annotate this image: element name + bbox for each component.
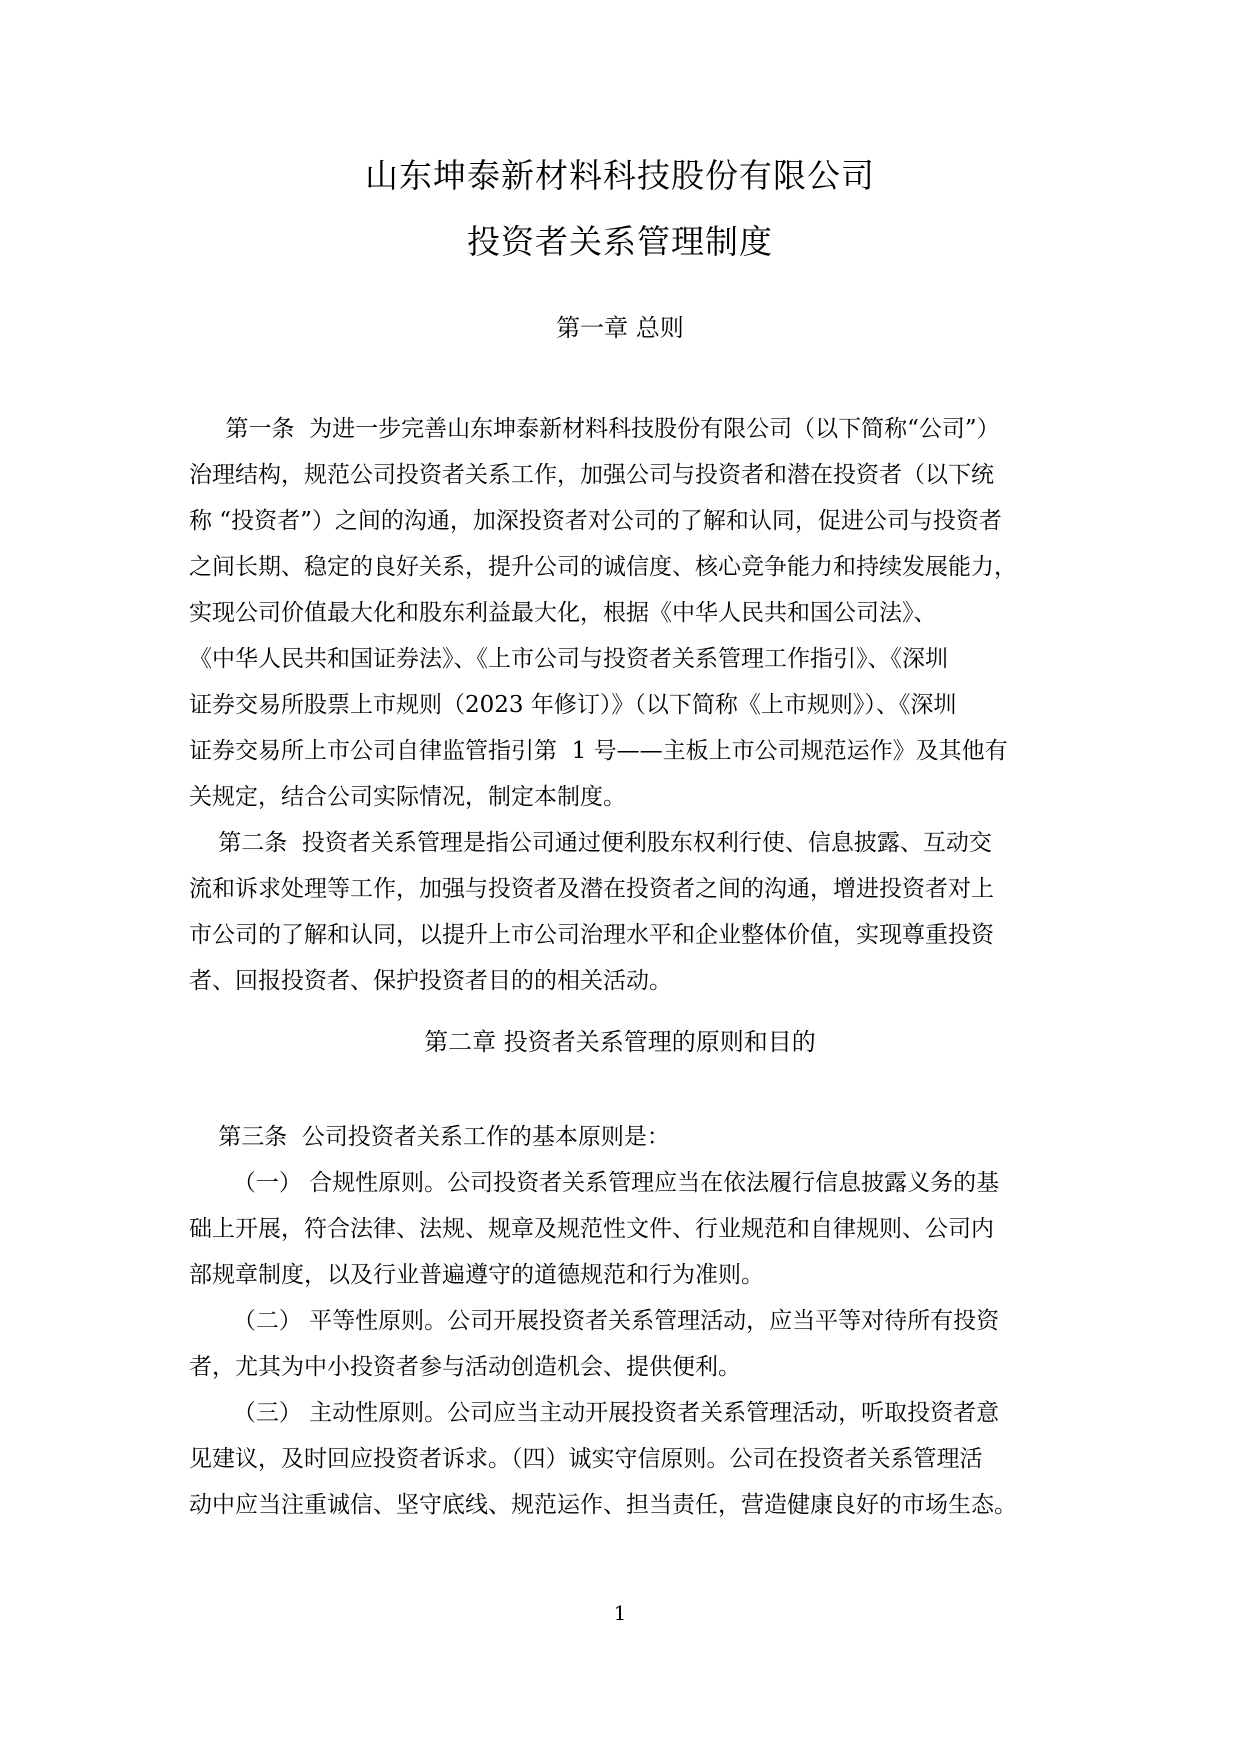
paragraph-line: 治理结构，规范公司投资者关系工作，加强公司与投资者和潜在投资者（以下统 <box>189 462 994 488</box>
paragraph-line: 之间长期、稳定的良好关系，提升公司的诚信度、核心竞争能力和持续发展能力， <box>189 554 1017 580</box>
paragraph-line: 础上开展，符合法律、法规、规章及规范性文件、行业规范和自律规则、公司内 <box>189 1216 994 1242</box>
page-number: 1 <box>613 1601 627 1625</box>
chapter-heading-2: 第二章 投资者关系管理的原则和目的 <box>424 1028 816 1056</box>
paragraph-line: 称 “投资者”）之间的沟通，加深投资者对公司的了解和认同，促进公司与投资者 <box>189 508 1002 534</box>
paragraph-line: 关规定，结合公司实际情况，制定本制度。 <box>189 784 626 810</box>
paragraph-line: 《中华人民共和国证券法》、《上市公司与投资者关系管理工作指引》、《深圳 <box>189 646 948 672</box>
paragraph-line: 第二条 投资者关系管理是指公司通过便利股东权利行使、信息披露、互动交 <box>189 830 992 856</box>
paragraph-line: 动中应当注重诚信、坚守底线、规范运作、担当责任，营造健康良好的市场生态。 <box>189 1492 1017 1518</box>
paragraph-line: 第一条 为进一步完善山东坤泰新材料科技股份有限公司（以下简称“公司”） <box>189 416 1000 442</box>
paragraph-line: 第三条 公司投资者关系工作的基本原则是： <box>189 1124 670 1150</box>
paragraph-line: （一） 合规性原则。公司投资者关系管理应当在依法履行信息披露义务的基 <box>189 1170 1000 1196</box>
paragraph-line: （三） 主动性原则。公司应当主动开展投资者关系管理活动，听取投资者意 <box>189 1400 1000 1426</box>
paragraph-line: 实现公司价值最大化和股东利益最大化，根据《中华人民共和国公司法》、 <box>189 600 937 626</box>
paragraph-line: 见建议，及时回应投资者诉求。（四）诚实守信原则。公司在投资者关系管理活 <box>189 1446 983 1472</box>
paragraph-line: （二） 平等性原则。公司开展投资者关系管理活动，应当平等对待所有投资 <box>189 1308 1000 1334</box>
paragraph-line: 者，尤其为中小投资者参与活动创造机会、提供便利。 <box>189 1354 741 1380</box>
paragraph-line: 市公司的了解和认同，以提升上市公司治理水平和企业整体价值，实现尊重投资 <box>189 922 994 948</box>
paragraph-line: 证券交易所股票上市规则（2023 年修订）》（以下简称《上市规则》）、《深圳 <box>189 692 957 718</box>
document-title-policy: 投资者关系管理制度 <box>467 222 773 261</box>
paragraph-line: 证券交易所上市公司自律监管指引第 1 号——主板上市公司规范运作》及其他有 <box>189 738 1008 764</box>
paragraph-line: 流和诉求处理等工作，加强与投资者及潜在投资者之间的沟通，增进投资者对上 <box>189 876 994 902</box>
paragraph-line: 部规章制度，以及行业普遍遵守的道德规范和行为准则。 <box>189 1262 764 1288</box>
chapter-heading-1: 第一章 总则 <box>556 314 684 342</box>
document-title-company: 山东坤泰新材料科技股份有限公司 <box>365 156 875 195</box>
paragraph-line: 者、回报投资者、保护投资者目的的相关活动。 <box>189 968 672 994</box>
